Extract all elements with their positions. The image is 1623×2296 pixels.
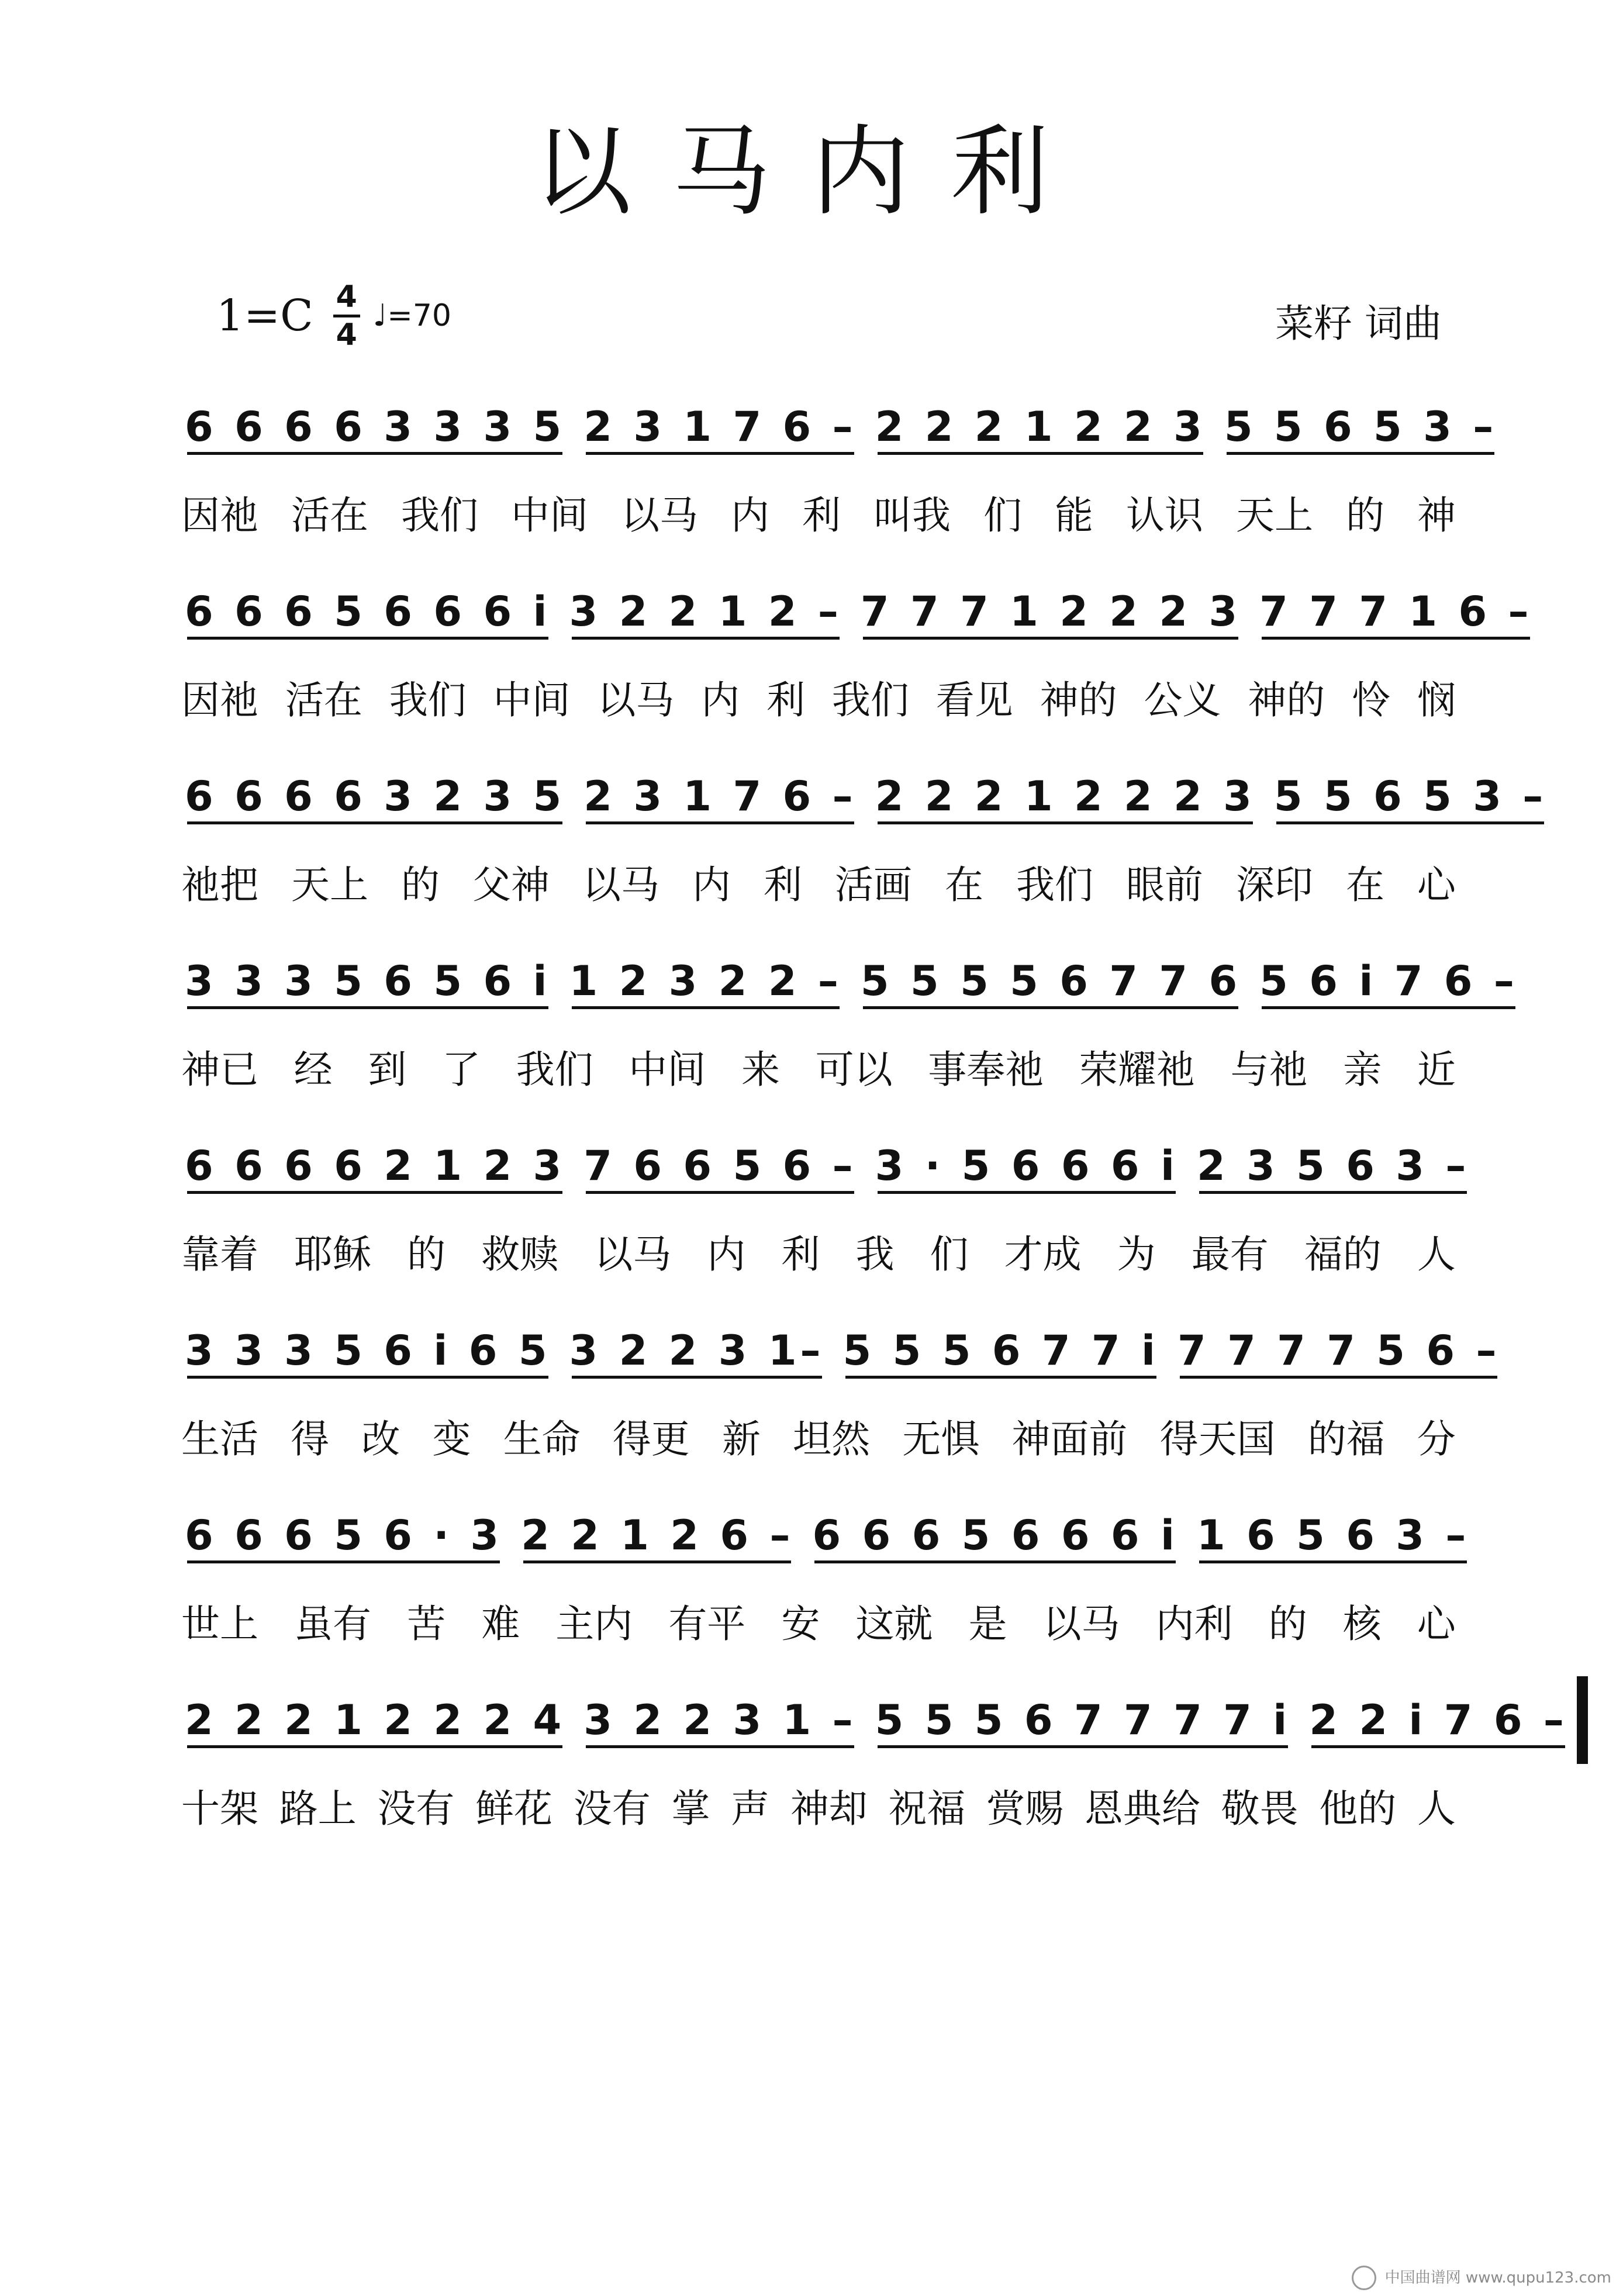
lyric-word: 中间 <box>511 492 588 538</box>
measure <box>175 934 560 1028</box>
lyric-word: 活在 <box>291 492 368 538</box>
measure-notes: 2 3 5 6 3 – <box>1196 1142 1470 1190</box>
lyric-word: 世上 <box>181 1601 258 1646</box>
lyric-word: 难 <box>481 1601 520 1646</box>
time-signature-top: 4 <box>336 279 357 315</box>
notation-row <box>175 1119 1470 1213</box>
lyric-word: 耶稣 <box>294 1231 372 1277</box>
lyric-word: 无惧 <box>902 1416 980 1462</box>
lyric-word: 悯 <box>1417 677 1456 723</box>
measure-notes: 3 3 3 5 6 5 6 i <box>185 957 551 1005</box>
score-system <box>175 1489 1470 1664</box>
lyric-word: 恩典给 <box>1084 1786 1200 1831</box>
measure <box>574 380 865 474</box>
beam-underline <box>1262 637 1529 640</box>
lyric-word: 以马 <box>582 862 659 907</box>
lyric-word: 我们 <box>516 1047 593 1092</box>
lyric-word: 敬畏 <box>1221 1786 1299 1831</box>
lyric-word: 因祂 <box>181 492 258 538</box>
beam-underline <box>572 637 840 640</box>
lyric-word: 事奉祂 <box>928 1047 1044 1092</box>
measure-notes: 3 · 5 6 6 6 i <box>875 1142 1178 1190</box>
lyric-word: 活画 <box>835 862 912 907</box>
beam-underline <box>1311 1745 1565 1748</box>
lyric-word: 救赎 <box>481 1231 559 1277</box>
lyric-word: 的福 <box>1307 1416 1385 1462</box>
lyric-word: 变 <box>432 1416 471 1462</box>
key-signature: 1=C <box>216 291 313 341</box>
beam-underline <box>1199 1560 1467 1563</box>
beam-underline <box>187 1560 500 1563</box>
lyric-word: 神的 <box>1248 677 1325 723</box>
beam-underline <box>187 821 562 824</box>
score-system <box>175 380 1497 555</box>
lyric-word: 神却 <box>790 1786 868 1831</box>
measure-notes: 6 6 6 5 6 6 6 i <box>185 588 551 636</box>
lyric-word: 没有 <box>573 1786 651 1831</box>
lyric-word: 眼前 <box>1126 862 1203 907</box>
lyric-word: 得 <box>291 1416 330 1462</box>
measure <box>175 1673 574 1767</box>
lyric-row <box>175 1034 1462 1098</box>
measure-notes: 1 6 5 6 3 – <box>1196 1511 1470 1559</box>
lyric-word: 来 <box>741 1047 780 1092</box>
lyric-word: 才成 <box>1004 1231 1082 1277</box>
lyric-word: 祝福 <box>888 1786 966 1831</box>
lyric-word: 认识 <box>1126 492 1203 538</box>
beam-underline <box>187 1745 562 1748</box>
lyric-word: 公义 <box>1144 677 1221 723</box>
score-system <box>175 1119 1470 1294</box>
lyric-word: 父神 <box>472 862 550 907</box>
measure-notes: 2 2 2 1 2 2 3 <box>875 403 1206 451</box>
measure <box>866 750 1265 843</box>
beam-underline <box>1262 1006 1515 1009</box>
notation-row <box>175 934 1518 1028</box>
lyric-word: 内 <box>731 492 769 538</box>
measure <box>834 1304 1168 1397</box>
lyric-word: 福的 <box>1304 1231 1382 1277</box>
lyric-word: 十架 <box>181 1786 258 1831</box>
measure-notes: 6 6 6 6 3 2 3 5 <box>185 772 565 820</box>
measure-notes: 5 5 6 5 3 – <box>1224 403 1497 451</box>
measure <box>1215 380 1506 474</box>
measure-notes: 3 2 2 3 1 – <box>583 1696 857 1744</box>
measure <box>866 1119 1187 1213</box>
beam-underline <box>1180 1376 1497 1379</box>
beam-underline <box>878 821 1253 824</box>
score-system <box>175 750 1547 925</box>
lyric-word: 到 <box>368 1047 407 1092</box>
lyric-word: 的 <box>1268 1601 1307 1646</box>
lyric-word: 的 <box>1346 492 1384 538</box>
measure-notes: 2 3 1 7 6 – <box>583 403 857 451</box>
measure <box>574 750 865 843</box>
measure-notes: 6 6 6 5 6 · 3 <box>185 1511 503 1559</box>
beam-underline <box>1227 452 1494 455</box>
lyric-row <box>175 664 1462 728</box>
lyric-word: 神 <box>1417 492 1456 538</box>
lyric-word: 分 <box>1417 1416 1456 1462</box>
measure <box>1250 934 1527 1028</box>
lyric-word: 得天国 <box>1159 1416 1276 1462</box>
measure-notes: 6 6 6 6 3 3 3 5 <box>185 403 565 451</box>
lyric-word: 最有 <box>1191 1231 1269 1277</box>
score-system <box>175 565 1532 740</box>
beam-underline <box>814 1560 1176 1563</box>
lyric-word: 叫我 <box>873 492 951 538</box>
measure <box>175 380 574 474</box>
beam-underline <box>523 1560 791 1563</box>
lyric-row <box>175 1403 1462 1468</box>
lyric-word: 近 <box>1417 1047 1456 1092</box>
lyric-word: 在 <box>945 862 983 907</box>
measure-notes: 7 7 7 1 2 2 2 3 <box>860 588 1241 636</box>
lyric-word: 心 <box>1417 862 1456 907</box>
lyric-word: 的 <box>407 1231 446 1277</box>
lyric-word: 利 <box>781 1231 820 1277</box>
beam-underline <box>187 1191 562 1194</box>
measure-notes: 5 5 6 5 3 – <box>1273 772 1547 820</box>
lyric-word: 生命 <box>503 1416 581 1462</box>
lyric-row <box>175 849 1462 913</box>
song-meta <box>216 275 451 357</box>
beam-underline <box>187 637 548 640</box>
beam-underline <box>187 1006 548 1009</box>
measure <box>1168 1304 1509 1397</box>
measure-notes: 2 2 2 1 2 2 2 4 <box>185 1696 565 1744</box>
measure <box>1187 1489 1479 1582</box>
lyric-word: 苦 <box>407 1601 446 1646</box>
lyric-word: 没有 <box>377 1786 455 1831</box>
lyric-word: 内 <box>692 862 731 907</box>
lyric-word: 我们 <box>1016 862 1093 907</box>
lyric-word: 与祂 <box>1230 1047 1308 1092</box>
beam-underline <box>878 1745 1289 1748</box>
lyric-word: 怜 <box>1352 677 1391 723</box>
lyric-word: 神的 <box>1040 677 1117 723</box>
measure-notes: 7 6 6 5 6 – <box>583 1142 857 1190</box>
measure-notes: 7 7 7 1 6 – <box>1259 588 1532 636</box>
lyric-word: 了 <box>441 1047 481 1092</box>
time-signature-bottom: 4 <box>336 317 357 353</box>
lyric-word: 赏赐 <box>986 1786 1064 1831</box>
lyric-word: 生活 <box>181 1416 258 1462</box>
measure <box>175 1119 574 1213</box>
lyric-word: 深印 <box>1236 862 1313 907</box>
lyric-word: 改 <box>361 1416 400 1462</box>
lyric-word: 坦然 <box>793 1416 871 1462</box>
lyric-word: 新 <box>721 1416 761 1462</box>
measure-notes: 3 3 3 5 6 i 6 5 <box>185 1327 551 1375</box>
lyric-word: 安 <box>781 1601 820 1646</box>
lyric-word: 声 <box>731 1786 770 1831</box>
measure-notes: 7 7 7 7 5 6 – <box>1177 1327 1500 1375</box>
barline <box>1577 1676 1588 1764</box>
lyric-word: 以马 <box>594 1231 672 1277</box>
lyric-word: 因祂 <box>181 677 258 723</box>
score-system <box>175 934 1518 1110</box>
watermark-text: 中国曲谱网 www.qupu123.com <box>1384 2269 1611 2287</box>
lyric-word: 天上 <box>1236 492 1313 538</box>
measure <box>851 934 1250 1028</box>
lyric-word: 神已 <box>181 1047 258 1092</box>
measure-notes: 1 2 3 2 2 – <box>569 957 842 1005</box>
lyric-word: 虽有 <box>294 1601 372 1646</box>
beam-underline <box>572 1006 840 1009</box>
song-title: 以马内利 <box>533 115 1090 229</box>
lyric-word: 们 <box>930 1231 969 1277</box>
lyric-word: 我们 <box>831 677 909 723</box>
measure-notes: 2 2 1 2 6 – <box>521 1511 794 1559</box>
lyric-word: 人 <box>1417 1231 1456 1277</box>
lyric-row <box>175 1773 1462 1837</box>
lyric-word: 他的 <box>1319 1786 1397 1831</box>
measure-notes: 2 2 i 7 6 – <box>1309 1696 1567 1744</box>
measure-notes: 6 6 6 5 6 6 6 i <box>812 1511 1178 1559</box>
measure-notes: 3 2 2 3 1– <box>569 1327 824 1375</box>
beam-underline <box>586 1191 854 1194</box>
measure <box>175 1489 512 1582</box>
site-watermark <box>1352 2266 1611 2291</box>
lyric-word: 亲 <box>1343 1047 1382 1092</box>
lyric-word: 中间 <box>493 677 571 723</box>
beam-underline <box>187 452 562 455</box>
notation-row <box>175 1673 1567 1767</box>
measure <box>866 1673 1300 1767</box>
lyric-word: 以马 <box>597 677 675 723</box>
beam-underline <box>572 1376 822 1379</box>
lyric-word: 主内 <box>555 1601 633 1646</box>
notation-row <box>175 1489 1470 1582</box>
beam-underline <box>1276 821 1544 824</box>
beam-underline <box>586 452 854 455</box>
measure <box>803 1489 1187 1582</box>
lyric-word: 得更 <box>612 1416 690 1462</box>
measure-notes: 5 5 5 5 6 7 7 6 <box>860 957 1241 1005</box>
lyric-word: 祂把 <box>181 862 258 907</box>
lyric-word: 内 <box>707 1231 746 1277</box>
lyric-word: 以马 <box>621 492 698 538</box>
measure <box>866 380 1215 474</box>
measure <box>1250 565 1541 658</box>
measure <box>851 565 1250 658</box>
lyric-word: 在 <box>1346 862 1384 907</box>
measure <box>512 1489 803 1582</box>
measure-notes: 5 6 i 7 6 – <box>1259 957 1518 1005</box>
lyric-row <box>175 479 1462 544</box>
lyric-word: 我们 <box>389 677 467 723</box>
lyric-word: 荣耀祂 <box>1079 1047 1195 1092</box>
measure <box>175 1304 560 1397</box>
notation-row <box>175 380 1497 474</box>
lyric-word: 是 <box>968 1601 1007 1646</box>
beam-underline <box>586 821 854 824</box>
beam-underline <box>863 637 1238 640</box>
measure <box>560 565 851 658</box>
beam-underline <box>187 1376 548 1379</box>
lyric-word: 有平 <box>668 1601 746 1646</box>
lyric-word: 核 <box>1342 1601 1382 1646</box>
measure <box>175 565 560 658</box>
lyric-word: 为 <box>1117 1231 1156 1277</box>
measure <box>560 1304 834 1397</box>
lyric-word: 经 <box>293 1047 333 1092</box>
lyric-word: 活在 <box>285 677 362 723</box>
measure <box>175 750 574 843</box>
lyric-word: 内利 <box>1155 1601 1233 1646</box>
composer-credit: 菜籽 词曲 <box>1275 301 1442 346</box>
beam-underline <box>586 1745 854 1748</box>
beam-underline <box>878 452 1203 455</box>
score-system <box>175 1673 1567 1849</box>
beam-underline <box>1199 1191 1467 1194</box>
notation-row <box>175 750 1547 843</box>
measure <box>574 1119 865 1213</box>
lyric-word: 掌 <box>671 1786 710 1831</box>
lyric-word: 能 <box>1055 492 1093 538</box>
measure <box>1187 1119 1479 1213</box>
lyric-word: 中间 <box>629 1047 706 1092</box>
lyric-word: 我 <box>855 1231 895 1277</box>
measure <box>574 1673 865 1767</box>
measure-notes: 2 3 1 7 6 – <box>583 772 857 820</box>
lyric-word: 靠着 <box>181 1231 258 1277</box>
lyric-word: 以马 <box>1042 1601 1120 1646</box>
score-system <box>175 1304 1500 1479</box>
notation-row <box>175 1304 1500 1397</box>
lyric-word: 利 <box>802 492 841 538</box>
lyric-word: 这就 <box>855 1601 933 1646</box>
beam-underline <box>863 1006 1238 1009</box>
measure-notes: 2 2 2 1 2 2 2 3 <box>875 772 1255 820</box>
lyric-row <box>175 1588 1462 1652</box>
beam-underline <box>878 1191 1176 1194</box>
lyric-word: 内 <box>701 677 740 723</box>
measure <box>1265 750 1556 843</box>
lyric-word: 天上 <box>291 862 368 907</box>
measure <box>560 934 851 1028</box>
lyric-word: 利 <box>766 677 806 723</box>
lyric-word: 人 <box>1417 1786 1456 1831</box>
time-signature <box>333 279 360 353</box>
measure-notes: 5 5 5 6 7 7 7 7 i <box>875 1696 1291 1744</box>
lyric-row <box>175 1218 1462 1283</box>
lyric-word: 的 <box>401 862 440 907</box>
lyric-word: 看见 <box>935 677 1013 723</box>
measure-notes: 3 2 2 1 2 – <box>569 588 842 636</box>
notation-row <box>175 565 1532 658</box>
lyric-word: 利 <box>764 862 802 907</box>
tempo-marking: ♩=70 <box>372 298 451 333</box>
lyric-word: 心 <box>1417 1601 1456 1646</box>
lyric-word: 们 <box>983 492 1022 538</box>
lyric-word: 鲜花 <box>475 1786 553 1831</box>
measure-notes: 5 5 5 6 7 7 i <box>842 1327 1159 1375</box>
lyric-word: 神面前 <box>1011 1416 1128 1462</box>
lyric-word: 我们 <box>401 492 478 538</box>
measure-notes: 6 6 6 6 2 1 2 3 <box>185 1142 565 1190</box>
beam-underline <box>845 1376 1156 1379</box>
measure <box>1300 1673 1577 1767</box>
lyric-word: 可以 <box>815 1047 893 1092</box>
watermark-logo-icon <box>1352 2266 1376 2290</box>
lyric-word: 路上 <box>279 1786 357 1831</box>
